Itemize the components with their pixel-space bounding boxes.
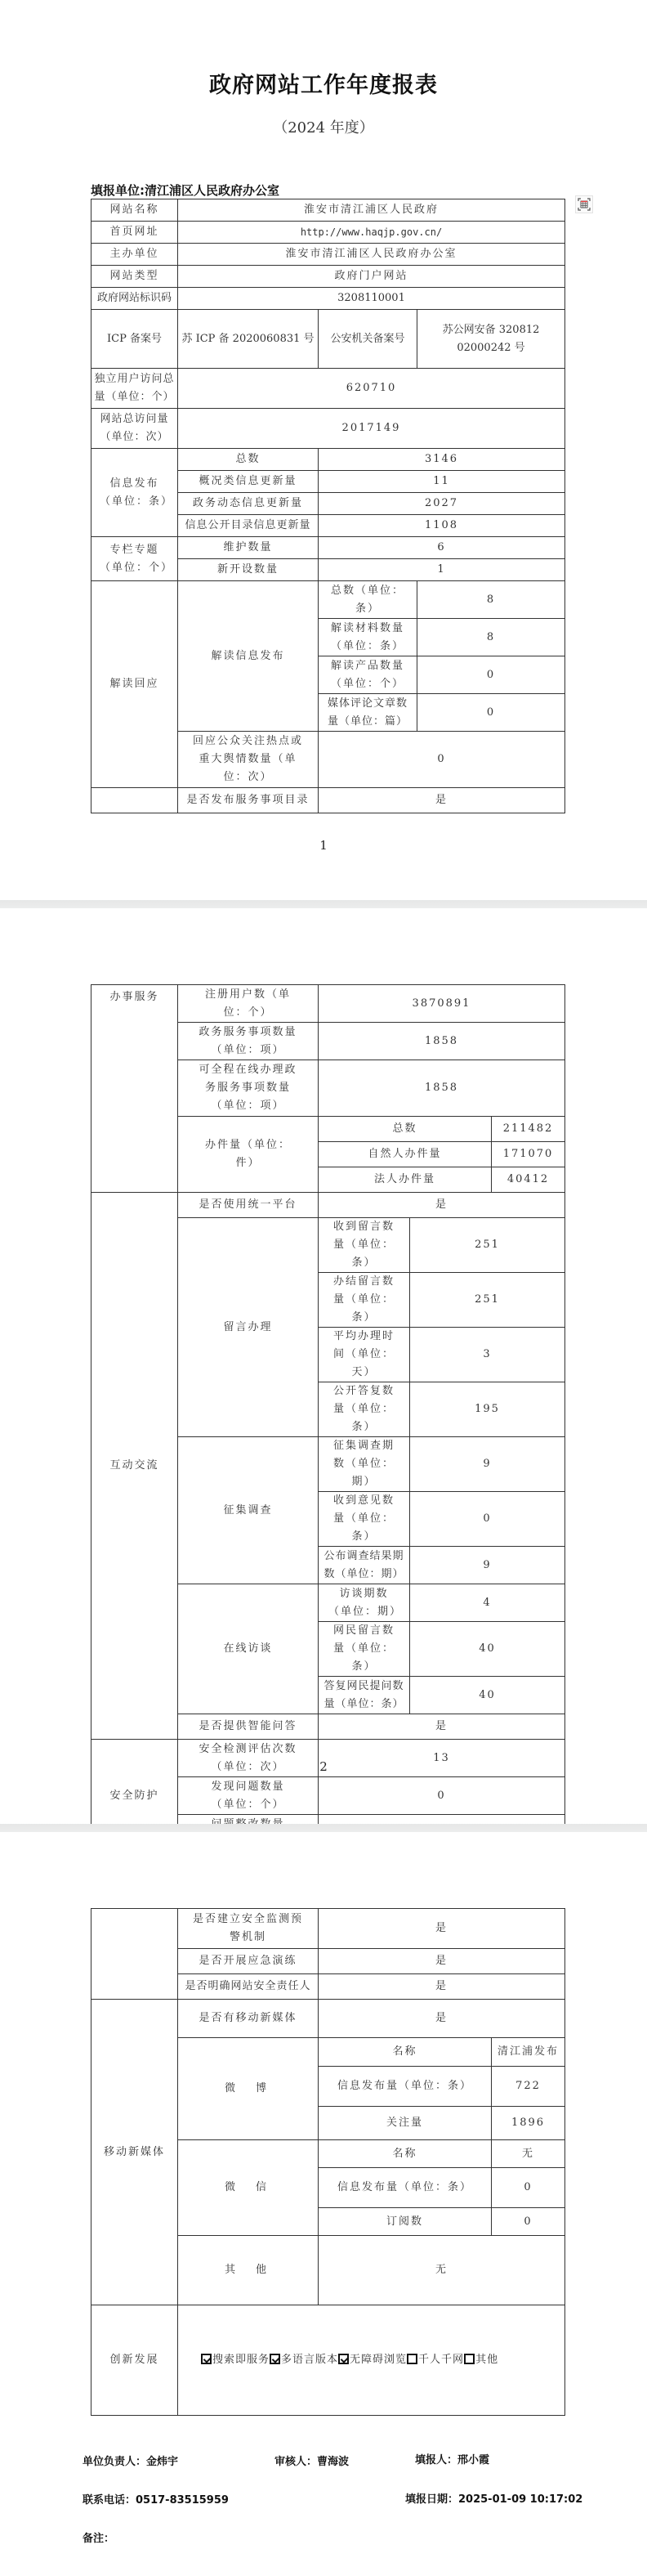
weibo-followers-value: 1896	[492, 2107, 565, 2140]
innovation-option[interactable]: 其他	[464, 2354, 498, 2366]
innovation-option[interactable]: 搜索即服务	[201, 2354, 270, 2366]
columns-new-label: 新开设数量	[178, 559, 319, 581]
msg-avgtime-label: 平均办理时间（单位：天）	[319, 1328, 410, 1382]
label-columns: 专栏专题（单位：个）	[91, 537, 178, 581]
online-items-value: 1858	[319, 1060, 565, 1117]
wechat-subs-label: 订阅数	[319, 2208, 492, 2236]
interpret-product-label: 解读产品数量（单位：个）	[319, 656, 417, 694]
sec-checks-value: 13	[319, 1740, 565, 1777]
interview-periods-label: 访谈期数（单位：期）	[319, 1584, 410, 1622]
messages-label: 留言办理	[178, 1218, 319, 1437]
label-interaction: 互动交流	[91, 1193, 178, 1740]
report-title: 政府网站工作年度报表	[209, 73, 438, 98]
checkbox-checked-icon[interactable]	[270, 2354, 280, 2364]
label-icp: ICP 备案号	[91, 310, 178, 369]
msg-received-label: 收到留言数量（单位：条）	[319, 1218, 410, 1273]
service-catalog-label: 是否发布服务事项目录	[178, 788, 319, 813]
value-site-code: 3208110001	[178, 288, 565, 310]
info-overview-label: 概况类信息更新量	[178, 471, 319, 493]
page-3	[0, 1832, 647, 2576]
label-police-record: 公安机关备案号	[319, 310, 417, 369]
innovation-option[interactable]: 多语言版本	[270, 2354, 338, 2366]
smart-qa-label: 是否提供智能问答	[178, 1714, 319, 1740]
columns-maintain-value: 6	[319, 537, 565, 559]
interpret-material-value: 8	[417, 619, 565, 656]
value-police-record: 苏公网安备 32081202000242 号	[417, 310, 565, 369]
cases-total-label: 总数	[319, 1117, 492, 1142]
survey-results-value: 9	[410, 1547, 565, 1584]
cases-total-value: 211482	[492, 1117, 565, 1142]
sec-issues-value: 0	[319, 1777, 565, 1815]
cases-natural-label: 自然人办件量	[319, 1142, 492, 1167]
cases-natural-value: 171070	[492, 1142, 565, 1167]
sec-monitor-label: 是否建立安全监测预警机制	[178, 1909, 319, 1949]
interview-replies-value: 40	[410, 1677, 565, 1714]
report-year: （2024 年度）	[273, 119, 374, 137]
info-news-label: 政务动态信息更新量	[178, 493, 319, 515]
checkbox-checked-icon[interactable]	[201, 2354, 212, 2364]
weibo-posts-label: 信息发布量（单位：条）	[319, 2067, 492, 2107]
page-separator	[0, 900, 647, 908]
survey-periods-label: 征集调查期数（单位：期）	[319, 1437, 410, 1492]
info-overview-value: 11	[319, 471, 565, 493]
other-media-value: 无	[319, 2236, 565, 2305]
interpret-product-value: 0	[417, 656, 565, 694]
interpret-total-label: 总数（单位：条）	[319, 581, 417, 619]
footer-date: 填报日期：2025-01-09 10:17:02	[405, 2493, 583, 2506]
interpret-material-label: 解读材料数量（单位：条）	[319, 619, 417, 656]
sec-owner-value: 是	[319, 1974, 565, 2000]
interview-replies-label: 答复网民提问数量（单位：条）	[319, 1677, 410, 1714]
reg-users-label: 注册用户数（单位：个）	[178, 985, 319, 1023]
hotspot-label: 回应公众关注热点或重大舆情数量（单位：次）	[178, 732, 319, 788]
label-site-code: 政府网站标识码	[91, 288, 178, 310]
blank-cell	[91, 788, 178, 813]
table-tool-button[interactable]	[575, 195, 593, 213]
footer-remark: 备注：	[83, 2533, 115, 2545]
blank-cell	[91, 1909, 178, 2000]
value-sponsor: 淮安市清江浦区人民政府办公室	[178, 244, 565, 266]
value-homepage[interactable]: http://www.haqjp.gov.cn/	[178, 222, 565, 244]
info-disclosure-label: 信息公开目录信息更新量	[178, 515, 319, 537]
survey-label: 征集调查	[178, 1437, 319, 1584]
weibo-name-value: 清江浦发布	[492, 2038, 565, 2067]
label-interpret-publish: 解读信息发布	[178, 581, 319, 732]
wechat-posts-value: 0	[492, 2168, 565, 2208]
label-site-name: 网站名称	[91, 199, 178, 222]
columns-new-value: 1	[319, 559, 565, 581]
innovation-option[interactable]: 千人千网	[407, 2354, 464, 2366]
gov-items-value: 1858	[319, 1023, 565, 1060]
survey-results-label: 公布调查结果期数（单位：期）	[319, 1547, 410, 1584]
filing-unit: 填报单位:清江浦区人民政府办公室	[91, 183, 280, 198]
page-number-1: 1	[319, 838, 328, 853]
value-unique-visitors: 620710	[178, 369, 565, 409]
footer-filler: 填报人：邢小霞	[415, 2454, 490, 2466]
footer-leader: 单位负责人：金炜宇	[83, 2456, 179, 2468]
other-media-label: 其 他	[178, 2236, 319, 2305]
report-table-page1	[91, 199, 565, 813]
msg-closed-value: 251	[410, 1273, 565, 1328]
page-separator	[0, 1824, 647, 1832]
service-catalog-value: 是	[319, 788, 565, 813]
value-icp: 苏 ICP 备 2020060831 号	[178, 310, 319, 369]
label-homepage: 首页网址	[91, 222, 178, 244]
gov-items-label: 政务服务事项数量（单位：项）	[178, 1023, 319, 1060]
has-media-label: 是否有移动新媒体	[178, 2000, 319, 2038]
interview-label: 在线访谈	[178, 1584, 319, 1714]
survey-periods-value: 9	[410, 1437, 565, 1492]
table-icon	[578, 198, 591, 211]
info-total-label: 总数	[178, 449, 319, 471]
checkbox-checked-icon[interactable]	[338, 2354, 349, 2364]
unified-platform-label: 是否使用统一平台	[178, 1193, 319, 1218]
info-news-value: 2027	[319, 493, 565, 515]
msg-closed-label: 办结留言数量（单位：条）	[319, 1273, 410, 1328]
hotspot-value: 0	[319, 732, 565, 788]
checkbox-unchecked-icon[interactable]	[407, 2354, 417, 2364]
page-number-2: 2	[319, 1759, 328, 1774]
reg-users-value: 3870891	[319, 985, 565, 1023]
label-service: 办事服务	[91, 985, 178, 1193]
weibo-followers-label: 关注量	[319, 2107, 492, 2140]
interview-msgs-label: 网民留言数量（单位：条）	[319, 1622, 410, 1677]
info-disclosure-value: 1108	[319, 515, 565, 537]
has-media-value: 是	[319, 2000, 565, 2038]
msg-avgtime-value: 3	[410, 1328, 565, 1382]
interview-periods-value: 4	[410, 1584, 565, 1622]
innovation-option[interactable]: 无障碍浏览	[338, 2354, 407, 2366]
wechat-posts-label: 信息发布量（单位：条）	[319, 2168, 492, 2208]
msg-public-value: 195	[410, 1382, 565, 1437]
footer-reviewer: 审核人：曹海波	[274, 2456, 350, 2468]
report-table-page3	[91, 1908, 565, 2416]
innovation-options	[178, 2305, 565, 2416]
label-interpret: 解读回应	[91, 581, 178, 788]
weibo-name-label: 名称	[319, 2038, 492, 2067]
sec-issues-label: 发现问题数量（单位：个）	[178, 1777, 319, 1815]
cases-label: 办件量（单位：件）	[178, 1117, 319, 1193]
survey-opinions-value: 0	[410, 1492, 565, 1547]
interpret-media-value: 0	[417, 694, 565, 732]
sec-checks-label: 安全检测评估次数（单位：次）	[178, 1740, 319, 1777]
columns-maintain-label: 维护数量	[178, 537, 319, 559]
label-unique-visitors: 独立用户访问总量（单位：个）	[91, 369, 178, 409]
page-1	[0, 0, 647, 899]
label-security: 安全防护	[91, 1740, 178, 1852]
interview-msgs-value: 40	[410, 1622, 565, 1677]
label-innovation: 创新发展	[91, 2305, 178, 2416]
smart-qa-value: 是	[319, 1714, 565, 1740]
info-total-value: 3146	[319, 449, 565, 471]
wechat-name-label: 名称	[319, 2140, 492, 2168]
label-info-publish: 信息发布（单位：条）	[91, 449, 178, 537]
value-site-type: 政府门户网站	[178, 266, 565, 288]
wechat-label: 微 信	[178, 2140, 319, 2236]
sec-monitor-value: 是	[319, 1909, 565, 1949]
survey-opinions-label: 收到意见数量（单位：条）	[319, 1492, 410, 1547]
value-site-name: 淮安市清江浦区人民政府	[178, 199, 565, 222]
cases-legal-value: 40412	[492, 1167, 565, 1193]
label-site-type: 网站类型	[91, 266, 178, 288]
footer-phone: 联系电话：0517-83515959	[83, 2494, 229, 2507]
cases-legal-label: 法人办件量	[319, 1167, 492, 1193]
sec-drill-label: 是否开展应急演练	[178, 1949, 319, 1974]
weibo-label: 微 博	[178, 2038, 319, 2140]
interpret-media-label: 媒体评论文章数量（单位：篇）	[319, 694, 417, 732]
weibo-posts-value: 722	[492, 2067, 565, 2107]
value-total-visits: 2017149	[178, 409, 565, 449]
label-sponsor: 主办单位	[91, 244, 178, 266]
sec-drill-value: 是	[319, 1949, 565, 1974]
wechat-name-value: 无	[492, 2140, 565, 2168]
wechat-subs-value: 0	[492, 2208, 565, 2236]
sec-owner-label: 是否明确网站安全责任人	[178, 1974, 319, 2000]
checkbox-unchecked-icon[interactable]	[464, 2354, 475, 2364]
label-total-visits: 网站总访问量（单位：次）	[91, 409, 178, 449]
report-table-page2	[91, 984, 565, 1852]
label-media: 移动新媒体	[91, 2000, 178, 2305]
unified-platform-value: 是	[319, 1193, 565, 1218]
online-items-label: 可全程在线办理政务服务事项数量（单位：项）	[178, 1060, 319, 1117]
interpret-total-value: 8	[417, 581, 565, 619]
page-2	[0, 908, 647, 1811]
msg-received-value: 251	[410, 1218, 565, 1273]
msg-public-label: 公开答复数量（单位：条）	[319, 1382, 410, 1437]
